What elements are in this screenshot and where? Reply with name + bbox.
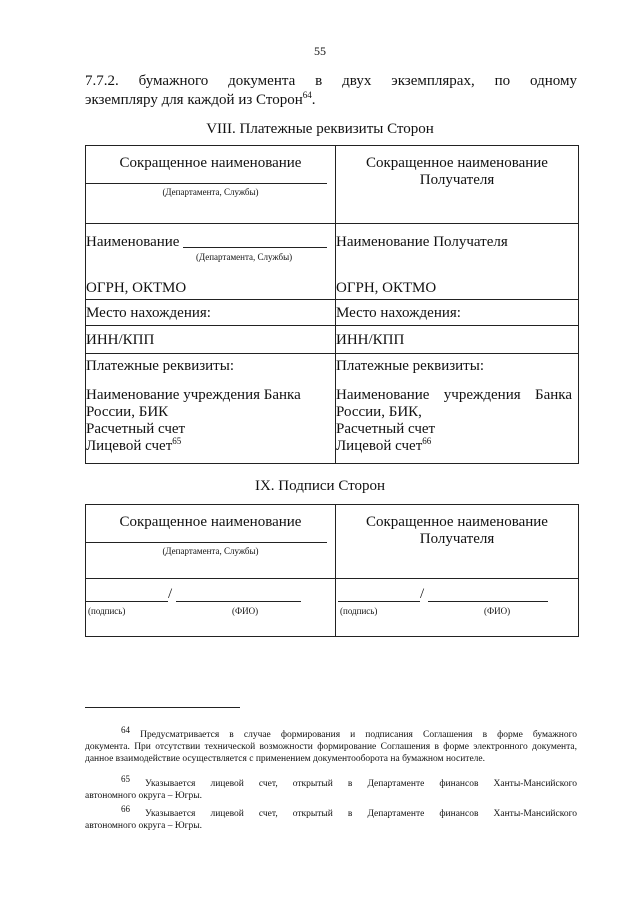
sig-left-header-label: Сокращенное наименование	[119, 514, 302, 530]
footnote-ref-66: 66	[422, 436, 432, 446]
right-personal-account-label: Лицевой счет	[336, 438, 423, 454]
clause-line-2	[85, 91, 577, 110]
sig-right-fio-caption: (ФИО)	[484, 606, 511, 616]
right-inn-label: ИНН/КПП	[336, 332, 405, 348]
right-name-label: Наименование Получателя	[336, 234, 508, 250]
footnote-65	[85, 773, 578, 802]
sig-right-signature-line	[338, 601, 420, 602]
right-payment-cell	[336, 354, 579, 464]
sig-left-slash: /	[168, 586, 173, 602]
section-8-title: VIII. Платежные реквизиты Сторон	[206, 121, 434, 137]
sig-left-header-cell	[86, 505, 336, 579]
right-header-line-2: Получателя	[419, 172, 495, 188]
right-header-line-1: Сокращенное наименование	[366, 155, 548, 171]
footnote-65-line-1-text: Указывается лицевой счет, открытый в Департаменте финансов Ханты-Мансийского	[145, 779, 578, 789]
sig-right-block	[336, 579, 578, 635]
table-row	[86, 146, 579, 224]
sig-right-header-line-1: Сокращенное наименование	[366, 514, 548, 530]
footnote-64-line-1	[85, 724, 578, 741]
footnote-ref-65: 65	[172, 436, 182, 446]
left-name-row	[86, 224, 335, 251]
sig-right-fio-line	[428, 601, 548, 602]
right-ogrn-label: ОГРН, ОКТМО	[336, 280, 437, 296]
left-account-label: Расчетный счет	[86, 421, 186, 437]
sig-right-cell	[336, 579, 579, 637]
table-row	[86, 354, 579, 464]
left-payment-cell	[86, 354, 336, 464]
footnote-64-rest: документа. При отсутствии технической возможности формирование Соглашения в форме электронного документа, данное взаимодействие осуществляется с применением документооборота на бумажном носителе.	[85, 742, 577, 764]
left-header-caption: (Департамента, Службы)	[162, 187, 259, 197]
clause-line-2-text: экземпляру для каждой из Сторон	[85, 92, 303, 108]
sig-left-signature-caption: (подпись)	[88, 606, 126, 616]
footnote-66-ref: 66	[121, 803, 130, 814]
sig-right-slash: /	[420, 586, 425, 602]
clause-end: .	[311, 92, 316, 108]
left-ogrn-label: ОГРН, ОКТМО	[86, 280, 187, 296]
sig-left-fio-line	[176, 601, 301, 602]
footnote-66	[85, 803, 578, 832]
left-name-cell	[86, 224, 336, 300]
left-payment-label: Платежные реквизиты:	[86, 358, 234, 374]
right-payment-label: Платежные реквизиты:	[336, 358, 484, 374]
left-name-underline	[183, 247, 327, 248]
table-row	[86, 505, 579, 579]
sig-left-signature-line	[86, 601, 168, 602]
footnote-64-line-1-text: Предусматривается в случае формирования и подписания Соглашения в форме бумажного	[140, 730, 578, 740]
footnote-64	[85, 724, 578, 765]
sig-left-header-caption: (Департамента, Службы)	[162, 546, 259, 556]
sig-right-header-cell	[336, 505, 579, 579]
left-location-label: Место нахождения:	[86, 305, 211, 321]
left-personal-account-label: Лицевой счет	[86, 438, 173, 454]
footnote-ref-64: 64	[302, 90, 312, 100]
right-bank-line-1: Наименование учреждения Банка	[336, 387, 572, 403]
right-inn-cell	[336, 326, 579, 354]
sig-right-signature-caption: (подпись)	[340, 606, 378, 616]
right-name-cell	[336, 224, 579, 300]
section-9-title: IX. Подписи Сторон	[254, 478, 386, 494]
right-bank-line-2: России, БИК,	[336, 404, 422, 420]
table-row	[86, 300, 579, 326]
left-bank-line-1: Наименование учреждения Банка	[86, 387, 301, 403]
footnote-66-line-2: автономного округа – Югры.	[85, 821, 203, 831]
left-bank-line-2: России, БИК	[86, 404, 169, 420]
footnote-65-ref: 65	[121, 773, 130, 784]
right-account-label: Расчетный счет	[336, 421, 436, 437]
left-name-label: Наименование	[86, 234, 180, 250]
left-header-cell	[86, 146, 336, 224]
sig-left-fio-caption: (ФИО)	[232, 606, 259, 616]
footnote-64-ref: 64	[121, 724, 130, 735]
footnote-65-line-2: автономного округа – Югры.	[85, 791, 203, 801]
clause-line-1: 7.7.2. бумажного документа в двух экземплярах, по одному	[85, 73, 577, 89]
left-inn-label: ИНН/КПП	[86, 332, 155, 348]
footnote-separator	[85, 707, 240, 708]
signatures-table	[85, 504, 579, 637]
left-personal-account	[86, 438, 335, 455]
right-header-cell	[336, 146, 579, 224]
right-location-label: Место нахождения:	[336, 305, 461, 321]
sig-left-block	[86, 579, 335, 635]
footnote-66-line-1-text: Указывается лицевой счет, открытый в Департаменте финансов Ханты-Мансийского	[145, 809, 578, 819]
footnote-66-line-1	[85, 803, 578, 820]
table-row	[86, 224, 579, 300]
left-location-cell	[86, 300, 336, 326]
footnote-65-line-1	[85, 773, 578, 790]
left-header-label: Сокращенное наименование	[119, 155, 302, 171]
right-personal-account	[336, 438, 578, 455]
table-row	[86, 326, 579, 354]
left-inn-cell	[86, 326, 336, 354]
payment-details-table	[85, 145, 579, 464]
sig-left-cell	[86, 579, 336, 637]
clause-paragraph	[85, 72, 577, 110]
right-location-cell	[336, 300, 579, 326]
left-name-caption: (Департамента, Службы)	[196, 252, 293, 262]
page-number: 55	[314, 44, 326, 58]
table-row	[86, 579, 579, 637]
sig-right-header-line-2: Получателя	[419, 531, 495, 547]
